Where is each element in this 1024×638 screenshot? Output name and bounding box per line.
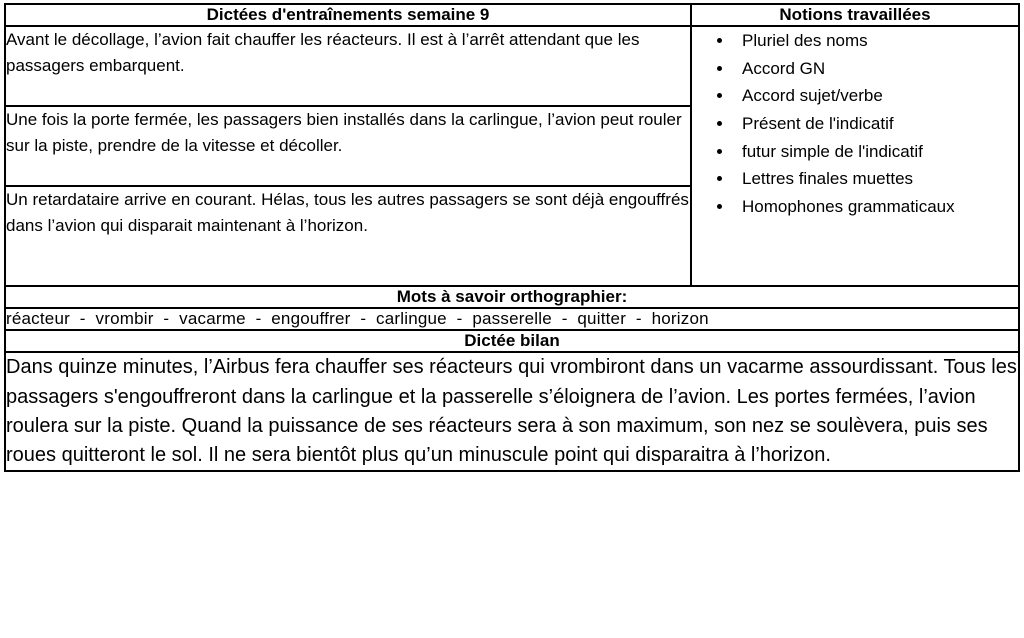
list-item: • Accord sujet/verbe — [734, 82, 1018, 110]
mots-title-cell — [5, 286, 1019, 308]
table-row-dictee-1 — [5, 26, 1019, 106]
table-row-headers — [5, 4, 1019, 26]
notions-title: Notions travaillées — [779, 5, 931, 24]
dictees-title: Dictées d'entraînements semaine 9 — [206, 5, 490, 24]
dictee-cell-1 — [5, 26, 691, 106]
dictee-text-3: Un retardataire arrive en courant. Hélas, tous les autres passagers se sont déjà engouffrés dans l’avion qui disparait maintenant à l’horizon. — [6, 190, 689, 235]
bilan-text: Dans quinze minutes, l’Airbus fera chauffer ses réacteurs qui vrombiront dans un vacarme assourdissant. Tous les passagers s'engouffreront dans la carlingue et la passerelle s’éloignera de l’avion. Les portes fermées, l’avion roulera sur la piste. Quand la puissance de ses réacteurs sera à son maximum, son nez se soulèvera, puis ses roues quitteront le sol. Il ne sera bientôt plus qu’un minuscule point qui disparaitra à l’horizon. — [6, 356, 1017, 466]
mots-title: Mots à savoir orthographier: — [396, 287, 628, 307]
table-row-bilan-text — [5, 352, 1019, 471]
table-row-mots-list — [5, 308, 1019, 330]
mots-list-cell — [5, 308, 1019, 330]
worksheet-page — [0, 3, 1024, 638]
list-item: • Pluriel des noms — [734, 27, 1018, 55]
list-item: • Lettres finales muettes — [734, 165, 1018, 193]
table-row-bilan-title — [5, 330, 1019, 352]
list-item: • Présent de l'indicatif — [734, 110, 1018, 138]
mots-list-text: réacteur - vrombir - vacarme - engouffrer - carlingue - passerelle - quitter - horizon — [6, 309, 709, 329]
bilan-title-cell — [5, 330, 1019, 352]
dictee-cell-3 — [5, 186, 691, 286]
worksheet-table — [4, 3, 1020, 472]
notions-list — [692, 27, 1018, 220]
dictee-cell-2 — [5, 106, 691, 186]
dictee-text-1: Avant le décollage, l’avion fait chauffer les réacteurs. Il est à l’arrêt attendant que les passagers embarquent. — [6, 30, 640, 75]
list-item: • Accord GN — [734, 55, 1018, 83]
list-item: • futur simple de l'indicatif — [734, 138, 1018, 166]
bilan-text-cell — [5, 352, 1019, 471]
notions-cell — [691, 26, 1019, 286]
table-row-mots-title — [5, 286, 1019, 308]
dictees-header-cell — [5, 4, 691, 26]
dictee-text-2: Une fois la porte fermée, les passagers bien installés dans la carlingue, l’avion peut rouler sur la piste, prendre de la vitesse et décoller. — [6, 110, 682, 155]
notions-header-cell — [691, 4, 1019, 26]
bilan-title: Dictée bilan — [464, 331, 560, 351]
list-item: • Homophones grammaticaux — [734, 193, 1018, 221]
